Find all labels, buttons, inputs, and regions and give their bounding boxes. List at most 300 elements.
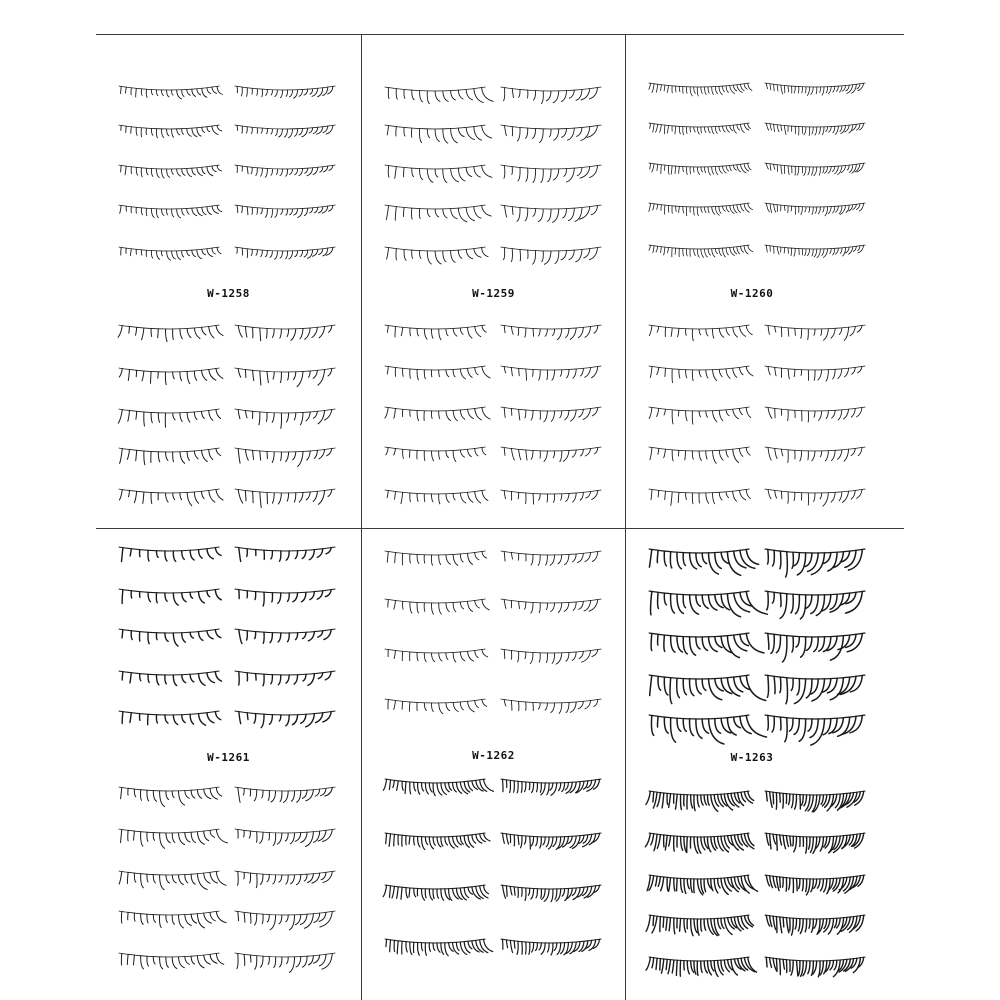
lash-hair	[255, 632, 256, 639]
lash-hair	[844, 327, 848, 340]
lash-hair	[721, 960, 724, 971]
lash-hair	[652, 84, 654, 93]
lash-hair	[242, 206, 243, 213]
lash-hair	[853, 204, 857, 209]
lash-band	[385, 833, 486, 837]
lash-hair	[286, 452, 289, 462]
lash-hair	[766, 123, 768, 130]
lash-hair	[545, 329, 547, 336]
lash-hair	[746, 408, 751, 418]
lash-hair	[808, 961, 810, 974]
lash-hair	[156, 551, 158, 558]
lash-hair	[435, 209, 439, 217]
lash-hair	[466, 250, 473, 259]
lash-hair	[197, 208, 202, 216]
lash-hair	[147, 914, 148, 923]
lash-hair	[134, 955, 135, 965]
lash-strip	[119, 165, 222, 178]
lash-hair	[460, 410, 465, 419]
lash-hair	[257, 208, 258, 215]
lash-hair	[783, 835, 786, 848]
lash-hair	[197, 250, 202, 259]
lash-hair	[776, 917, 777, 933]
lash-hair	[766, 163, 768, 169]
lash-band	[501, 649, 602, 653]
lash-hair	[386, 939, 387, 946]
lash-hair	[697, 961, 698, 975]
lash-hair	[792, 918, 794, 935]
lash-hair	[802, 879, 803, 891]
lash-hair	[396, 89, 397, 100]
lash-hair	[451, 129, 458, 143]
lash-hair	[197, 874, 207, 890]
lash-hair	[118, 410, 122, 424]
lash-hair	[699, 370, 701, 377]
lash-hair	[557, 329, 562, 340]
lash-hair	[690, 167, 691, 174]
lash-hair	[273, 833, 275, 846]
lash-hair	[592, 491, 598, 500]
lash-hair	[277, 833, 282, 844]
lash-hair	[799, 719, 805, 741]
lash-hair	[800, 595, 805, 619]
lash-hair	[239, 712, 241, 724]
lash-hair	[270, 915, 275, 930]
lash-hair	[691, 961, 694, 972]
lash-hair	[161, 129, 163, 138]
lash-hair	[146, 89, 147, 97]
lash-hair	[519, 409, 520, 420]
lash-hair	[579, 651, 583, 658]
lash-hair	[151, 90, 152, 95]
lash-hair	[525, 836, 526, 844]
lash-hair	[316, 713, 323, 723]
lash-hair	[260, 874, 263, 884]
lash-hair	[590, 88, 598, 99]
lash-hair	[443, 169, 447, 183]
lash-strip	[385, 447, 486, 462]
lash-hair	[531, 411, 533, 421]
lash-hair	[562, 129, 567, 138]
lash-hair	[669, 878, 671, 892]
lash-hair	[546, 603, 547, 610]
lash-hair	[748, 83, 752, 90]
lash-hair	[739, 490, 745, 500]
panel-w-1258	[96, 35, 361, 528]
lash-strip	[235, 409, 336, 428]
lash-strip	[501, 885, 602, 902]
lash-hair	[403, 449, 404, 458]
lash-hair	[443, 129, 448, 143]
lash-hair	[730, 126, 733, 131]
lash-band	[235, 589, 336, 593]
lash-hair	[833, 248, 835, 255]
lash-hair	[244, 954, 245, 965]
lash-strip	[645, 833, 754, 853]
lash-strip	[501, 407, 602, 422]
lash-hair	[172, 209, 174, 217]
lash-hair	[533, 169, 536, 183]
lash-hair	[425, 837, 427, 845]
lash-hair	[846, 592, 856, 603]
lash-hair	[834, 960, 837, 970]
lash-hair	[127, 872, 128, 883]
lash-hair	[719, 206, 721, 213]
lash-hair	[766, 203, 769, 212]
lash-hair	[649, 326, 652, 336]
lash-hair	[179, 957, 185, 968]
lash-strip	[235, 205, 336, 218]
lash-hair	[804, 127, 806, 135]
lash-hair	[121, 86, 122, 93]
lash-hair	[297, 791, 301, 803]
lash-hair	[789, 878, 790, 890]
lash-hair	[766, 83, 767, 88]
lash-hair	[706, 451, 707, 459]
lash-strip	[501, 833, 602, 850]
lash-hair	[216, 369, 223, 379]
lash-strip	[383, 885, 488, 900]
lash-hair	[217, 165, 222, 171]
lash-band	[235, 547, 336, 551]
lash-hair	[122, 590, 123, 604]
lash-band	[385, 165, 486, 169]
lash-hair	[767, 676, 768, 698]
lash-hair	[561, 494, 562, 500]
lash-hair	[172, 957, 177, 969]
lash-hair	[173, 493, 175, 500]
lash-hair	[772, 592, 774, 603]
lash-hair	[422, 783, 424, 791]
lash-hair	[256, 250, 257, 256]
lash-hair	[209, 450, 213, 460]
lash-hair	[287, 329, 289, 337]
lash-hair	[661, 247, 662, 253]
lash-hair	[774, 204, 776, 212]
lash-hair	[708, 167, 710, 175]
lash-hair	[533, 329, 534, 337]
lash-hair	[265, 209, 267, 218]
lash-hair	[789, 718, 793, 731]
lash-hair	[660, 125, 662, 133]
lash-hair	[675, 126, 676, 134]
lash-hair	[713, 493, 715, 504]
lash-hair	[314, 955, 320, 963]
lash-strip	[649, 633, 764, 658]
lash-hair	[318, 88, 323, 97]
panel-w-1259	[362, 35, 625, 528]
lash-hair	[550, 783, 553, 790]
lash-hair	[686, 127, 687, 134]
lash-strip	[119, 871, 226, 890]
lash-hair	[128, 411, 130, 422]
lash-hair	[719, 410, 723, 420]
lash-hair	[551, 703, 555, 713]
lash-hair	[187, 251, 190, 256]
lash-hair	[514, 941, 515, 948]
lash-hair	[295, 129, 298, 137]
lash-strip	[765, 957, 866, 977]
lash-hair	[185, 875, 188, 883]
lash-strip	[649, 366, 753, 383]
lash-band	[765, 203, 866, 207]
lash-hair	[191, 956, 195, 964]
lash-hair	[712, 87, 714, 95]
lash-hair	[446, 555, 451, 565]
lash-hair	[797, 961, 798, 977]
lash-hair	[719, 126, 721, 131]
lash-hair	[684, 919, 686, 933]
lash-hair	[768, 448, 771, 461]
lash-hair	[190, 714, 194, 724]
lash-hair	[770, 916, 772, 927]
lash-hair	[315, 789, 320, 796]
lash-hair	[215, 672, 221, 682]
lash-hair	[255, 914, 257, 925]
lash-hair	[453, 703, 458, 712]
lash-hair	[547, 370, 548, 380]
lash-hair	[215, 590, 221, 600]
lash-hair	[165, 551, 167, 561]
lash-strip	[383, 779, 493, 796]
lash-hair	[592, 552, 598, 562]
lash-hair	[192, 168, 196, 175]
lash-hair	[511, 249, 512, 262]
lash-hair	[468, 327, 473, 338]
lash-hair	[774, 164, 775, 169]
lash-hair	[435, 129, 439, 142]
lash-hair	[667, 793, 668, 804]
lash-hair	[580, 167, 590, 179]
lash-hair	[435, 169, 438, 177]
lash-band	[235, 953, 336, 957]
lash-hair	[266, 90, 268, 96]
lash-hair	[309, 128, 313, 133]
lash-strip	[765, 549, 866, 577]
lash-hair	[821, 329, 822, 336]
lash-band	[119, 711, 220, 715]
lash-hair	[318, 411, 325, 424]
lash-hair	[701, 961, 702, 972]
lash-hair	[404, 168, 405, 177]
lash-hair	[296, 957, 301, 967]
lash-hair	[553, 169, 559, 180]
lash-hair	[692, 493, 693, 504]
lash-hair	[711, 961, 714, 971]
lash-hair	[156, 633, 157, 640]
lash-band	[649, 245, 750, 249]
lash-hair	[418, 943, 420, 956]
lash-hair	[783, 636, 787, 662]
lash-hair	[141, 208, 142, 215]
lash-strip	[501, 247, 602, 264]
lash-hair	[280, 372, 281, 383]
lash-hair	[256, 674, 257, 681]
lash-hair	[439, 555, 441, 564]
lash-strip	[501, 779, 602, 795]
lash-hair	[666, 917, 667, 930]
lash-hair	[828, 207, 831, 214]
lash-hair	[791, 678, 793, 690]
lash-hair	[579, 409, 584, 417]
lash-hair	[770, 958, 772, 968]
lash-hair	[504, 600, 506, 609]
lash-hair	[692, 329, 693, 341]
lash-hair	[690, 637, 696, 655]
lash-hair	[194, 412, 197, 420]
lash-hair	[794, 553, 799, 566]
lash-hair	[468, 601, 473, 611]
lash-hair	[594, 326, 598, 334]
lash-hair	[674, 918, 675, 934]
lash-hair	[726, 369, 730, 379]
lash-hair	[216, 788, 222, 797]
lash-hair	[247, 549, 248, 557]
lash-hair	[323, 126, 328, 133]
lash-hair	[446, 411, 451, 421]
lash-hair	[482, 491, 488, 501]
lash-hair	[809, 919, 810, 928]
lash-hair	[510, 886, 512, 895]
lash-hair	[814, 329, 815, 335]
lash-hair	[649, 83, 651, 89]
lash-hair	[397, 887, 399, 898]
lash-hair	[309, 956, 314, 965]
lash-hair	[554, 494, 555, 502]
lash-hair	[431, 494, 433, 502]
lash-hair	[838, 450, 842, 459]
lash-hair	[238, 410, 240, 419]
lash-hair	[748, 245, 753, 252]
lash-hair	[683, 595, 685, 608]
lash-hair	[260, 832, 263, 843]
lash-hair	[566, 168, 574, 182]
lash-hair	[401, 327, 403, 335]
lash-strip	[501, 165, 602, 183]
lash-hair	[816, 87, 817, 94]
lash-hair	[715, 167, 718, 175]
lash-hair	[409, 702, 410, 711]
lash-hair	[194, 371, 196, 380]
lash-hair	[295, 551, 297, 559]
lash-hair	[166, 957, 169, 967]
lash-band	[235, 711, 336, 715]
lash-hair	[726, 248, 728, 255]
lash-hair	[402, 701, 403, 709]
lash-hair	[187, 329, 191, 338]
lash-hair	[207, 127, 210, 132]
lash-hair	[118, 326, 122, 338]
lash-hair	[287, 413, 289, 422]
lash-band	[385, 649, 486, 653]
lash-hair	[217, 247, 221, 253]
lash-hair	[664, 551, 666, 566]
lash-hair	[686, 249, 687, 256]
lash-hair	[783, 959, 784, 969]
lash-hair	[136, 127, 137, 135]
lash-hair	[439, 494, 440, 504]
lash-hair	[819, 411, 822, 421]
lash-hair	[125, 87, 126, 93]
lash-strip	[765, 245, 866, 258]
lash-hair	[653, 792, 654, 802]
lash-hair	[276, 129, 278, 136]
lash-hair	[697, 207, 698, 216]
lash-hair	[179, 915, 184, 928]
lash-hair	[566, 329, 569, 338]
lash-hair	[504, 448, 505, 456]
lash-hair	[431, 703, 433, 712]
lash-hair	[690, 719, 694, 736]
lash-hair	[811, 879, 814, 892]
lash-hair	[672, 410, 673, 424]
lash-hair	[401, 492, 403, 503]
lash-hair	[409, 836, 410, 844]
lash-hair	[686, 87, 687, 94]
lash-band	[235, 368, 336, 372]
lash-hair	[259, 412, 260, 425]
lash-hair	[321, 788, 327, 795]
lash-hair	[670, 552, 671, 568]
lash-hair	[287, 957, 289, 964]
lash-hair	[197, 89, 201, 95]
lash-hair	[815, 127, 817, 135]
lash-hair	[786, 678, 788, 704]
lash-hair	[238, 788, 240, 803]
lash-hair	[506, 886, 507, 896]
lash-strip	[385, 205, 492, 222]
lash-hair	[468, 651, 474, 661]
lash-hair	[670, 678, 672, 704]
lash-hair	[715, 719, 721, 734]
lash-hair	[412, 90, 414, 100]
lash-band	[385, 490, 486, 494]
lash-hair	[122, 630, 123, 638]
lash-band	[235, 871, 336, 875]
lash-hair	[299, 90, 303, 97]
lash-hair	[774, 124, 775, 131]
lash-band	[119, 247, 220, 251]
lash-hair	[857, 124, 861, 130]
lash-hair	[119, 490, 122, 500]
lash-hair	[518, 651, 519, 662]
lash-hair	[468, 492, 474, 502]
lash-hair	[284, 129, 287, 137]
lash-hair	[783, 917, 784, 927]
lash-hair	[313, 167, 318, 174]
lash-strips-w-1259	[362, 35, 625, 528]
lash-hair	[671, 166, 672, 174]
lash-hair	[424, 370, 425, 379]
lash-hair	[532, 783, 534, 793]
lash-hair	[780, 917, 782, 933]
lash-hair	[708, 127, 710, 133]
lash-hair	[410, 328, 411, 336]
lash-hair	[539, 943, 541, 950]
lash-hair	[667, 126, 668, 134]
lash-hair	[410, 942, 412, 955]
lash-hair	[573, 493, 577, 502]
lash-hair	[536, 889, 537, 898]
lash-hair	[733, 85, 737, 91]
lash-hair	[387, 326, 388, 333]
lash-hair	[503, 833, 505, 843]
lash-hair	[443, 91, 448, 102]
lash-hair	[768, 490, 771, 499]
lash-hair	[427, 169, 433, 183]
lash-hair	[547, 783, 549, 795]
lash-hair	[148, 592, 150, 601]
